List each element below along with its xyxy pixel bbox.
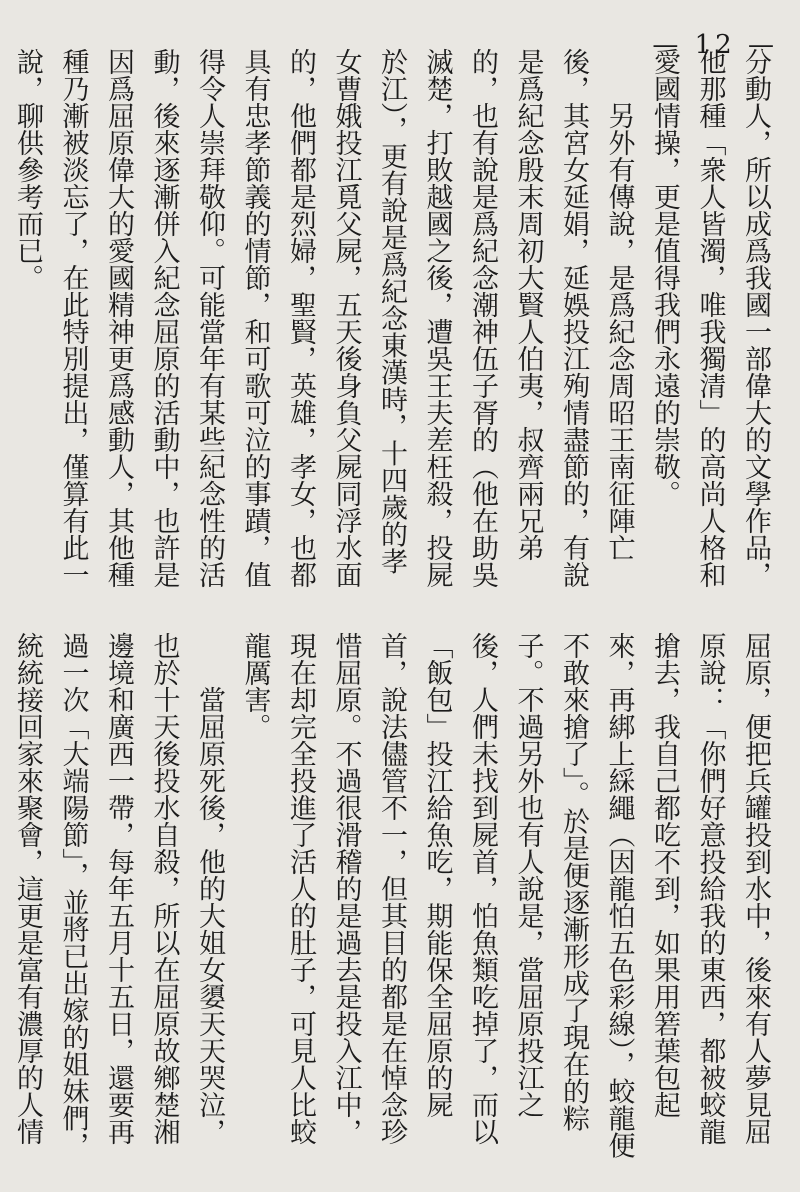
- page-number: — 12 —: [652, 30, 778, 60]
- paragraph: 屈原，便把兵罐投到水中，後來有人夢見屈原說：「你們好意投給我的東西，都被蛟龍搶去，我自己都吃不到，如果用箬葉包起來，再綁上綵繩（因龍怕五色彩線），蛟龍便不敢來搶了」。於是便逐漸形成了現在的粽子。不過另外也有人說是，當屈原投江之後，人們未找到屍首，怕魚類吃掉了，而以「飯包」投江給魚吃，期能保全屈原的屍首，說法儘管不一，但其目的都是在悼念珍惜屈原。不過很滑稽的是過去是投入江中，現在却完全投進了活人的肚子，可見人比蛟龍厲害。: [239, 632, 771, 1159]
- paragraph: [0, 48, 5, 588]
- paragraph: 另外有傳說，是爲紀念周昭王南征陣亡後，其宮女延娟，延娛投江殉情盡節的，有說是爲紀念殷末周初大賢人伯夷，叔齊兩兄弟的，也有說是爲紀念潮神伍子胥的（他在助吳滅楚，打敗越國之後，遭吳王夫差枉殺，投屍於江），更有說是爲紀念東漢時，十四歲的孝女曹娥投江覓父屍，五天後身負父屍同浮水面的，他們都是烈婦，聖賢，英雄，孝女，也都具有忠孝節義的情節，和可歌可泣的事蹟，值得令人崇拜敬仰。可能當年有某些紀念性的活動，後來逐漸併入紀念屈原的活動中，也許是因爲屈原偉大的愛國精神更爲感動人，其他種種乃漸被淡忘了，在此特別提出，僅算有此一說，聊供參考而已。: [12, 48, 635, 588]
- top-text-block: [12, 48, 778, 588]
- paragraph: 分動人，所以成爲我國一部偉大的文學作品，他那種「衆人皆濁，唯我獨清」的高尚人格和愛國情操，更是值得我們永遠的崇敬。: [649, 48, 771, 588]
- paragraph: 當屈原死後，他的大姐女嬃天天哭泣，也於十天後投水自殺，所以在屈原故鄉楚湘邊境和廣西一帶，每年五月十五日，還要再過一次「大端陽節」，並將已出嫁的姐妹們，統統接回家來聚會，這更是富有濃厚的人情: [12, 632, 225, 1159]
- bottom-text-block: [12, 632, 778, 1162]
